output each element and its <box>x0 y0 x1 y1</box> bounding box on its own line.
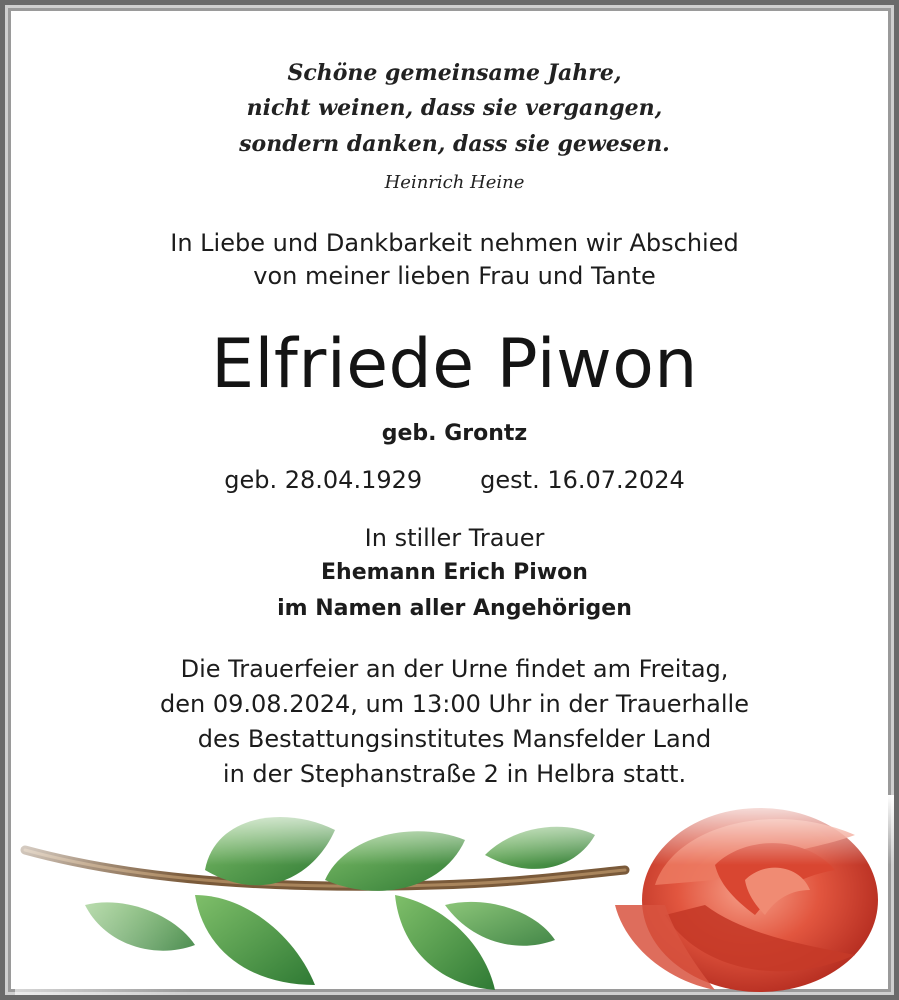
rose-icon <box>15 795 894 995</box>
birth-date: geb. 28.04.1929 <box>224 466 423 494</box>
rose-image <box>15 795 894 995</box>
poem-line: nicht weinen, dass sie vergangen, <box>246 95 663 121</box>
poem-line: Schöne gemeinsame Jahre, <box>287 60 622 86</box>
deceased-name: Elfriede Piwon <box>211 325 698 404</box>
poem-author: Heinrich Heine <box>384 172 525 193</box>
intro-line-1: In Liebe und Dankbarkeit nehmen wir Abschied <box>170 229 739 257</box>
intro-line-2: von meiner lieben Frau und Tante <box>253 262 656 290</box>
mourner-family: im Namen aller Angehörigen <box>277 596 632 621</box>
mourners-intro: In stiller Trauer <box>364 524 545 552</box>
life-dates <box>5 466 899 494</box>
ceremony-line: in der Stephanstraße 2 in Helbra statt. <box>222 760 687 788</box>
maiden-name: geb. Grontz <box>381 421 528 446</box>
mourner-spouse: Ehemann Erich Piwon <box>321 560 588 585</box>
ceremony-line: des Bestattungsinstitutes Mansfelder Land <box>197 725 712 753</box>
poem-line: sondern danken, dass sie gewesen. <box>239 131 670 157</box>
ceremony-line: den 09.08.2024, um 13:00 Uhr in der Trauerhalle <box>160 690 749 718</box>
ceremony-line: Die Trauerfeier an der Urne findet am Freitag, <box>180 655 729 683</box>
death-date: gest. 16.07.2024 <box>480 466 685 494</box>
